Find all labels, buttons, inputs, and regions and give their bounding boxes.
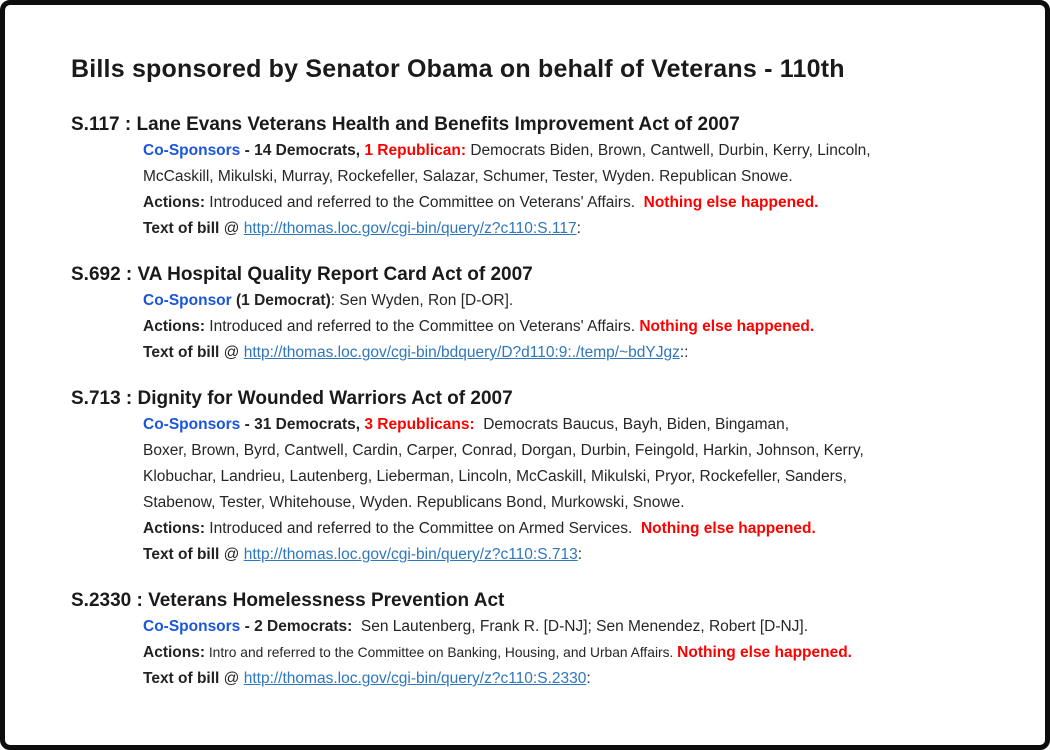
text-of-bill-line: [143, 666, 1015, 692]
link-suffix: :: [577, 546, 583, 563]
actions-line: [143, 640, 1015, 666]
bill-heading: S.2330 : Veterans Homelessness Prevention Act: [71, 590, 505, 611]
cosponsor-counts-republican: 1 Republican:: [364, 142, 467, 159]
cosponsors-line: [143, 138, 1015, 164]
bill-body: [143, 614, 1015, 692]
bill-text-link[interactable]: http://thomas.loc.gov/cgi-bin/bdquery/D?d110:9:./temp/~bdYJgz: [243, 344, 680, 361]
cosponsors-line: [143, 288, 1015, 314]
cosponsors-label: Co-Sponsors: [143, 618, 241, 635]
actions-line: [143, 516, 1015, 542]
at-separator: @: [219, 670, 244, 687]
bill-entry-s2330: [71, 588, 1015, 692]
actions-line: [143, 190, 1015, 216]
cosponsors-line: [143, 614, 1015, 640]
bill-heading: S.713 : Dignity for Wounded Warriors Act of 2007: [71, 388, 513, 409]
cosponsors-label: Co-Sponsors: [143, 416, 241, 433]
text-of-bill-label: Text of bill: [143, 670, 220, 687]
cosponsors-continuation: Boxer, Brown, Byrd, Cantwell, Cardin, Carper, Conrad, Dorgan, Durbin, Feingold, Harkin, Johnson, Kerry,: [143, 442, 864, 459]
actions-label: Actions:: [143, 194, 205, 211]
text-of-bill-line: [143, 542, 1015, 568]
bill-text-link[interactable]: http://thomas.loc.gov/cgi-bin/query/z?c110:S.713: [243, 546, 578, 563]
actions-text: Introduced and referred to the Committee on Veterans' Affairs.: [205, 318, 640, 335]
bill-heading: S.117 : Lane Evans Veterans Health and Benefits Improvement Act of 2007: [71, 114, 740, 135]
actions-label: Actions:: [143, 644, 205, 661]
cosponsors-label: Co-Sponsors: [143, 142, 241, 159]
bill-heading: S.692 : VA Hospital Quality Report Card Act of 2007: [71, 264, 533, 285]
cosponsors-line: [143, 412, 1015, 438]
bill-body: [143, 412, 1015, 568]
bill-body: [143, 288, 1015, 366]
text-of-bill-line: [143, 216, 1015, 242]
bill-entry-s713: [71, 386, 1015, 568]
bill-entry-s692: [71, 262, 1015, 366]
cosponsor-counts: - 14 Democrats,: [240, 142, 365, 159]
actions-text: Intro and referred to the Committee on Banking, Housing, and Urban Affairs.: [205, 645, 678, 660]
text-of-bill-label: Text of bill: [143, 546, 220, 563]
text-of-bill-label: Text of bill: [143, 220, 220, 237]
cosponsor-counts: - 2 Democrats:: [240, 618, 361, 635]
link-suffix: :: [586, 670, 591, 687]
cosponsor-names: Democrats Biden, Brown, Cantwell, Durbin, Kerry, Lincoln,: [466, 142, 871, 159]
cosponsor-counts: - 31 Democrats,: [240, 416, 365, 433]
actions-text: Introduced and referred to the Committee on Veterans' Affairs.: [205, 194, 644, 211]
actions-line: [143, 314, 1015, 340]
cosponsor-counts: (1 Democrat): [231, 292, 331, 309]
bill-text-link[interactable]: http://thomas.loc.gov/cgi-bin/query/z?c110:S.2330: [243, 670, 587, 687]
text-of-bill-label: Text of bill: [143, 344, 220, 361]
cosponsors-continuation: Klobuchar, Landrieu, Lautenberg, Lieberman, Lincoln, McCaskill, Mikulski, Pryor, Rockefeller, Sanders,: [143, 468, 847, 485]
link-suffix: :: [576, 220, 581, 237]
document-content: [5, 5, 1045, 692]
cosponsor-names: Democrats Baucus, Bayh, Biden, Bingaman,: [474, 416, 790, 433]
link-suffix: ::: [679, 344, 689, 361]
cosponsor-names: Sen Lautenberg, Frank R. [D-NJ]; Sen Menendez, Robert [D-NJ].: [360, 618, 809, 635]
actions-label: Actions:: [143, 318, 205, 335]
actions-alert: Nothing else happened.: [643, 194, 819, 211]
bill-entry-s117: [71, 112, 1015, 242]
actions-text: Introduced and referred to the Committee on Armed Services.: [205, 520, 641, 537]
page-title: Bills sponsored by Senator Obama on behalf of Veterans - 110th: [71, 55, 845, 83]
bill-body: [143, 138, 1015, 242]
actions-alert: Nothing else happened.: [640, 520, 816, 537]
cosponsors-label: Co-Sponsor: [143, 292, 232, 309]
actions-label: Actions:: [143, 520, 205, 537]
cosponsors-continuation: Stabenow, Tester, Whitehouse, Wyden. Republicans Bond, Murkowski, Snowe.: [143, 494, 685, 511]
at-separator: @: [219, 344, 244, 361]
cosponsor-names: : Sen Wyden, Ron [D-OR].: [330, 292, 514, 309]
actions-alert: Nothing else happened.: [639, 318, 815, 335]
cosponsors-continuation: McCaskill, Mikulski, Murray, Rockefeller, Salazar, Schumer, Tester, Wyden. Republican Snowe.: [143, 168, 793, 185]
cosponsor-counts-republican: 3 Republicans:: [364, 416, 475, 433]
actions-alert: Nothing else happened.: [677, 644, 852, 661]
at-separator: @: [219, 220, 244, 237]
at-separator: @: [219, 546, 244, 563]
bill-text-link[interactable]: http://thomas.loc.gov/cgi-bin/query/z?c110:S.117: [243, 220, 577, 237]
text-of-bill-line: [143, 340, 1015, 366]
